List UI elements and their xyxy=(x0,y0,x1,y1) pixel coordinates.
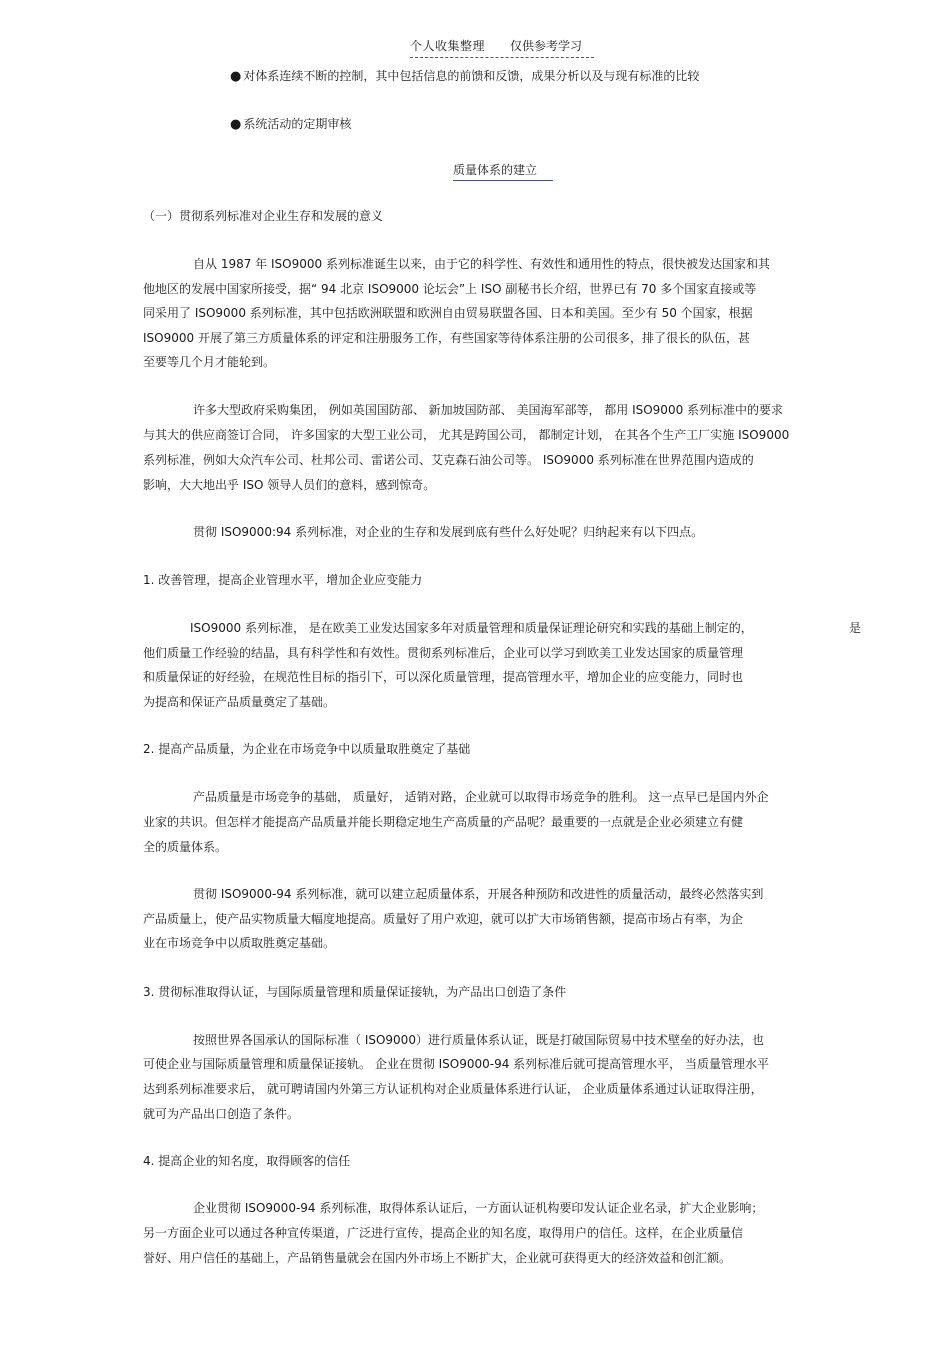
paragraph-line: 可使企业与国际质量管理和质量保证接轨。 企业在贯彻 ISO9000-94 系列标准后就可提高管理水平， 当质量管理水平 xyxy=(143,1057,770,1071)
paragraph-line: 与其大的供应商签订合同， 许多国家的大型工业公司， 尤其是跨国公司， 都制定计划， 在其各个生产工厂实施 ISO9000 xyxy=(143,428,790,442)
section-heading: （一）贯彻系列标准对企业生存和发展的意义 xyxy=(143,209,384,223)
paragraph-line: 贯彻 ISO9000-94 系列标准，就可以建立起质量体系，开展各种预防和改进性的质量活动，最终必然落实到 xyxy=(193,887,764,901)
paragraph-line: 和质量保证的好经验，在规范性目标的指引下，可以深化质量管理，提高管理水平，增加企业的应变能力，同时也 xyxy=(143,670,744,684)
paragraph-line: 全的质量体系。 xyxy=(143,840,228,854)
section-title: 质量体系的建立 xyxy=(453,163,538,177)
paragraph-line: 为提高和保证产品质量奠定了基础。 xyxy=(143,695,336,709)
bullet-dot-icon: ● xyxy=(230,69,242,84)
paragraph-line: 产品质量上，使产品实物质量大幅度地提高。质量好了用户欢迎，就可以扩大市场销售额，提高市场占有率，为企 xyxy=(143,912,744,926)
header-left-text: 个人收集整理 xyxy=(410,39,486,53)
paragraph-line: 按照世界各国承认的国际标准（ ISO9000）进行质量体系认证，既是打破国际贸易中技术壁垒的好办法，也 xyxy=(193,1033,764,1047)
paragraph-line: 业在市场竞争中以质取胜奠定基础。 xyxy=(143,936,336,950)
header-rule xyxy=(410,57,594,58)
paragraph-line: 他地区的发展中国家所接受，据“ 94 北京 ISO9000 论坛会”上 ISO 副秘书长介绍，世界已有 70 多个国家直接或等 xyxy=(143,282,757,296)
paragraph-line: 誉好、用户信任的基础上，产品销售量就会在国内外市场上不断扩大，企业就可获得更大的经济效益和创汇额。 xyxy=(143,1251,732,1265)
numbered-heading-3: 3. 贯彻标准取得认证，与国际质量管理和质量保证接轨，为产品出口创造了条件 xyxy=(143,985,567,999)
paragraph-line: 许多大型政府采购集团， 例如英国国防部、 新加坡国防部、 美国海军部等， 都用 ISO9000 系列标准中的要求 xyxy=(193,403,784,417)
paragraph-line: 产品质量是市场竞争的基础， 质量好， 适销对路，企业就可以取得市场竞争的胜利。 这一点早已是国内外企 xyxy=(193,790,769,804)
paragraph-line: 系列标准，例如大众汽车公司、杜邦公司、雷诺公司、艾克森石油公司等。 ISO9000 系列标准在世界范围内造成的 xyxy=(143,453,754,467)
paragraph-line: 至要等几个月才能轮到。 xyxy=(143,355,276,369)
paragraph-line: 贯彻 ISO9000:94 系列标准，对企业的生存和发展到底有些什么好处呢？归纳起来有以下四点。 xyxy=(193,525,704,539)
title-underline xyxy=(453,180,553,181)
bullet-text: 对体系连续不断的控制，其中包括信息的前馈和反馈，成果分析以及与现有标准的比较 xyxy=(243,69,700,83)
paragraph-line-end: 是 xyxy=(849,621,862,635)
numbered-heading-2: 2. 提高产品质量，为企业在市场竞争中以质量取胜奠定了基础 xyxy=(143,742,471,756)
paragraph-line: 影响，大大地出乎 ISO 领导人员们的意料，感到惊奇。 xyxy=(143,478,436,492)
paragraph-line: ISO9000 开展了第三方质量体系的评定和注册服务工作，有些国家等待体系注册的公司很多，排了很长的队伍，甚 xyxy=(143,331,750,345)
bullet-item-1 xyxy=(230,68,699,85)
bullet-dot-icon: ● xyxy=(230,117,242,132)
paragraph-line: 他们质量工作经验的结晶，具有科学性和有效性。贯彻系列标准后，企业可以学习到欧美工业发达国家的质量管理 xyxy=(143,646,744,660)
paragraph-line: 就可为产品出口创造了条件。 xyxy=(143,1107,300,1121)
bullet-item-2 xyxy=(230,116,351,133)
paragraph-line: 业家的共识。但怎样才能提高产品质量并能长期稳定地生产高质量的产品呢？最重要的一点就是企业必须建立有健 xyxy=(143,815,744,829)
paragraph-line: 达到系列标准要求后， 就可聘请国内外第三方认证机构对企业质量体系进行认证， 企业质量体系通过认证取得注册， xyxy=(143,1082,763,1096)
header-right-text: 仅供参考学习 xyxy=(510,39,583,53)
paragraph-line: 同采用了 ISO9000 系列标准，其中包括欧洲联盟和欧洲自由贸易联盟各国、日本和美国。至少有 50 个国家，根据 xyxy=(143,306,753,320)
paragraph-line: ISO9000 系列标准， 是在欧美工业发达国家多年对质量管理和质量保证理论研究和实践的基础上制定的， xyxy=(190,621,753,635)
numbered-heading-1: 1. 改善管理，提高企业管理水平，增加企业应变能力 xyxy=(143,573,423,587)
paragraph-line: 另一方面企业可以通过各种宣传渠道，广泛进行宣传，提高企业的知名度，取得用户的信任。这样，在企业质量信 xyxy=(143,1226,744,1240)
bullet-text: 系统活动的定期审核 xyxy=(243,117,352,131)
paragraph-line: 自从 1987 年 ISO9000 系列标准诞生以来，由于它的科学性、有效性和通用性的特点，很快被发达国家和其 xyxy=(193,257,770,271)
numbered-heading-4: 4. 提高企业的知名度，取得顾客的信任 xyxy=(143,1154,351,1168)
paragraph-line: 企业贯彻 ISO9000-94 系列标准，取得体系认证后，一方面认证机构要印发认证企业名录，扩大企业影响； xyxy=(193,1201,764,1215)
